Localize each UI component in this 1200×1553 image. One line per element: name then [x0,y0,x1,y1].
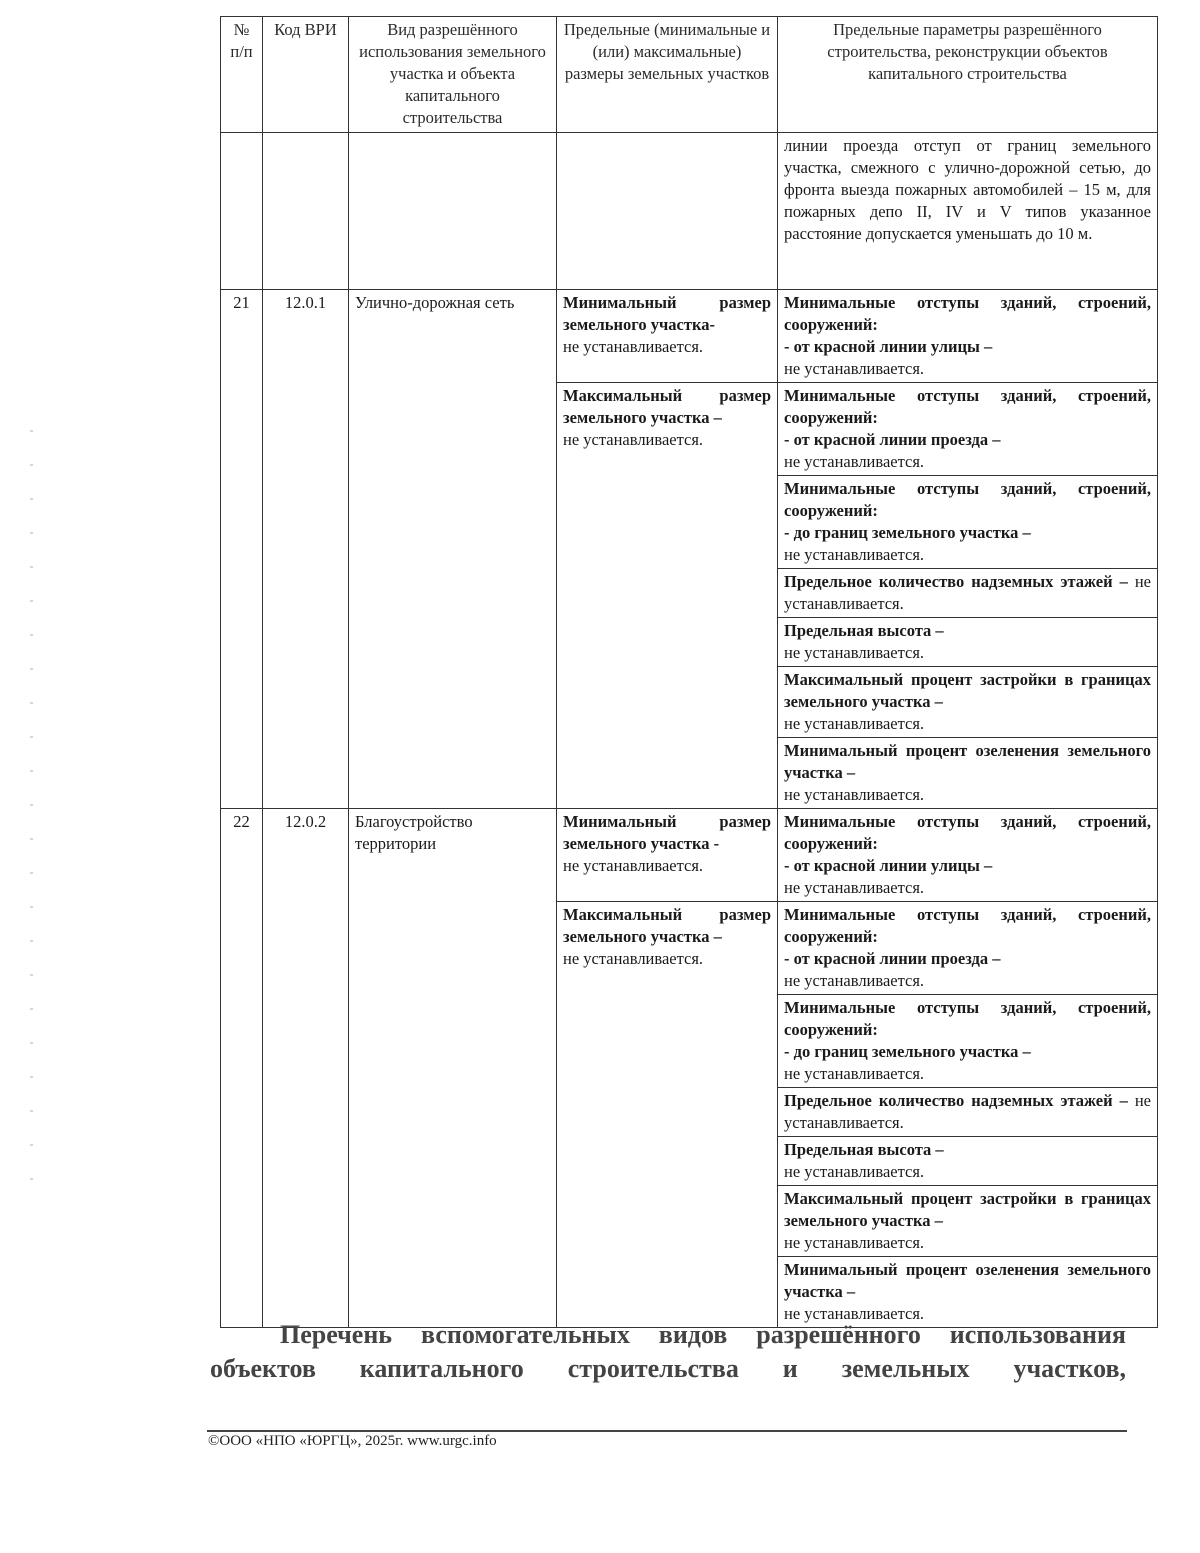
param-title: Минимальные отступы зданий, строений, сооружений: [784,905,1151,946]
row-number: 21 [221,290,263,809]
min-size-value: не устанавливается. [563,856,704,875]
param-title: Минимальные отступы зданий, строений, сооружений: [784,998,1151,1039]
param-title: Минимальные отступы зданий, строений, сооружений: [784,293,1151,334]
min-size-value: не устанавливается. [563,337,704,356]
row-number: 22 [221,809,263,1328]
param-value: не устанавливается. [784,1091,1151,1132]
table-header-row [221,17,1158,133]
param-title: Минимальные отступы зданий, строений, сооружений: [784,479,1151,520]
param-title: Предельная высота – [784,621,944,640]
param-sub: - от красной линии улицы – [784,856,993,875]
min-size-cell [557,290,778,383]
param-value: не устанавливается. [784,1304,925,1323]
header-kind: Вид разрешённого использования земельного участка и объекта капитального строительства [349,17,557,133]
param-cell [778,738,1158,809]
max-size-cell [557,902,778,1328]
footer-divider [207,1430,1127,1432]
scan-artifact [30,430,33,1210]
param-title: Предельное количество надземных этажей – [784,572,1128,591]
min-size-title: Минимальный размер земельного участка - [563,812,771,853]
param-value: не устанавливается. [784,545,925,564]
row-code: 12.0.1 [263,290,349,809]
param-title: Максимальный процент застройки в границах земельного участка – [784,670,1151,711]
param-cell [778,383,1158,476]
max-size-title: Максимальный размер земельного участка – [563,905,771,946]
min-size-cell [557,809,778,902]
param-title: Предельная высота – [784,1140,944,1159]
param-value: не устанавливается. [784,1233,925,1252]
param-value: не устанавливается. [784,359,925,378]
row-kind: Улично-дорожная сеть [349,290,557,809]
param-value: не устанавливается. [784,452,925,471]
param-sub: - от красной линии проезда – [784,430,1001,449]
section-heading-line-1: Перечень вспомогательных видов разрешённого использования [280,1320,1126,1349]
param-title: Минимальные отступы зданий, строений, сооружений: [784,386,1151,427]
max-size-value: не устанавливается. [563,430,704,449]
param-value: не устанавливается. [784,971,925,990]
regulations-table [220,16,1158,1328]
param-title: Минимальные отступы зданий, строений, сооружений: [784,812,1151,853]
param-cell [778,1088,1158,1137]
param-title: Максимальный процент застройки в границах земельного участка – [784,1189,1151,1230]
param-sub: - до границ земельного участка – [784,523,1031,542]
param-value: не устанавливается. [784,785,925,804]
section-heading [210,1318,1126,1386]
param-cell [778,809,1158,902]
footer-copyright: ©ООО «НПО «ЮРГЦ», 2025г. www.urgc.info [208,1433,497,1449]
param-cell [778,1137,1158,1186]
min-size-title: Минимальный размер земельного участка- [563,293,771,334]
param-value: не устанавливается. [784,1162,925,1181]
param-title: Минимальный процент озеленения земельного участка – [784,741,1151,782]
continuation-text: линии проезда отступ от границ земельного участка, смежного с улично-дорожной сетью, до фронта выезда пожарных автомобилей – 15 м, для пожарных депо II, IV и V типов указанное расстояние допускается уменьшать до 10 м. [778,133,1158,290]
param-cell [778,618,1158,667]
table-row [221,809,1158,902]
param-cell [778,476,1158,569]
row-code: 12.0.2 [263,809,349,1328]
row-kind: Благоустройство территории [349,809,557,1328]
param-value: не устанавливается. [784,714,925,733]
param-sub: - до границ земельного участка – [784,1042,1031,1061]
param-cell [778,290,1158,383]
param-value: не устанавливается. [784,1064,925,1083]
continuation-row [221,133,1158,290]
param-value: не устанавливается. [784,878,925,897]
param-cell [778,569,1158,618]
param-title: Предельное количество надземных этажей – [784,1091,1128,1110]
header-params: Предельные параметры разрешённого строительства, реконструкции объектов капитального строительства [778,17,1158,133]
param-cell [778,995,1158,1088]
header-num: № п/п [221,17,263,133]
header-size: Предельные (минимальные и (или) максимальные) размеры земельных участков [557,17,778,133]
param-value: не устанавливается. [784,572,1151,613]
param-sub: - от красной линии улицы – [784,337,993,356]
header-code: Код ВРИ [263,17,349,133]
param-cell [778,902,1158,995]
max-size-title: Максимальный размер земельного участка – [563,386,771,427]
section-heading-line-2: объектов капитального строительства и земельных участков, [210,1354,1126,1383]
param-cell [778,1257,1158,1328]
param-cell [778,1186,1158,1257]
param-cell [778,667,1158,738]
param-sub: - от красной линии проезда – [784,949,1001,968]
param-value: не устанавливается. [784,643,925,662]
max-size-value: не устанавливается. [563,949,704,968]
param-title: Минимальный процент озеленения земельного участка – [784,1260,1151,1301]
max-size-cell [557,383,778,809]
table-row [221,290,1158,383]
